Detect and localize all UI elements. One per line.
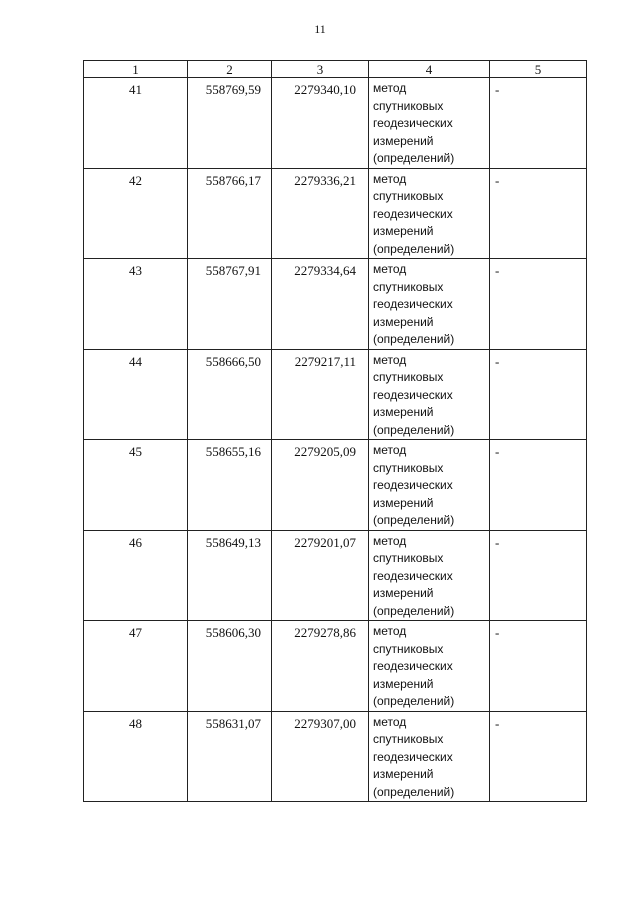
- coordinate-x: 558666,50: [188, 349, 272, 440]
- note-cell: -: [490, 259, 587, 350]
- table-row: [84, 711, 587, 802]
- method-line: спутниковых: [373, 189, 444, 203]
- coordinate-y: 2279334,64: [272, 259, 369, 350]
- note-cell: -: [490, 168, 587, 259]
- method-line: (определений): [373, 513, 455, 527]
- table-header: [84, 61, 587, 78]
- point-number: 48: [84, 711, 188, 802]
- header-col-2: 2: [188, 61, 272, 78]
- method-cell: [369, 530, 490, 621]
- table-row: [84, 440, 587, 531]
- method-line: (определений): [373, 151, 455, 165]
- method-line: измерений: [373, 767, 434, 781]
- method-line: геодезических: [373, 116, 453, 130]
- method-line: спутниковых: [373, 460, 444, 475]
- method-cell: [369, 349, 490, 440]
- method-line: метод: [373, 262, 407, 276]
- coordinate-x: 558766,17: [188, 168, 272, 259]
- method-line: метод: [373, 624, 407, 638]
- method-line: измерений: [373, 314, 434, 329]
- note-cell: -: [490, 349, 587, 440]
- method-cell: [369, 621, 490, 712]
- coordinate-x: 558606,30: [188, 621, 272, 712]
- method-line: спутниковых: [373, 551, 444, 565]
- method-line: измерений: [373, 676, 434, 691]
- table-row: [84, 259, 587, 350]
- table-row: [84, 78, 587, 169]
- table-body: [84, 78, 587, 802]
- method-line: геодезических: [373, 297, 453, 311]
- method-line: геодезических: [373, 206, 453, 221]
- note-cell: -: [490, 530, 587, 621]
- point-number: 45: [84, 440, 188, 531]
- method-line: геодезических: [373, 749, 453, 764]
- note-cell: -: [490, 621, 587, 712]
- method-line: (определений): [373, 694, 455, 708]
- method-line: спутниковых: [373, 732, 444, 746]
- coordinate-x: 558655,16: [188, 440, 272, 531]
- table-row: [84, 349, 587, 440]
- method-line: спутниковых: [373, 641, 444, 656]
- coordinate-x: 558767,91: [188, 259, 272, 350]
- header-col-3: 3: [272, 61, 369, 78]
- method-line: метод: [373, 352, 407, 367]
- coordinate-y: 2279278,86: [272, 621, 369, 712]
- page-number: 11: [314, 22, 326, 36]
- method-line: измерений: [373, 405, 434, 419]
- coordinate-y: 2279205,09: [272, 440, 369, 531]
- method-line: измерений: [373, 133, 434, 148]
- method-line: спутниковых: [373, 98, 444, 113]
- coordinate-x: 558649,13: [188, 530, 272, 621]
- method-line: измерений: [373, 495, 434, 510]
- header-row: [84, 61, 587, 78]
- point-number: 41: [84, 78, 188, 169]
- coordinate-y: 2279217,11: [272, 349, 369, 440]
- coordinate-y: 2279340,10: [272, 78, 369, 169]
- note-cell: -: [490, 711, 587, 802]
- point-number: 44: [84, 349, 188, 440]
- coordinates-table: [83, 60, 587, 802]
- method-line: (определений): [373, 241, 455, 256]
- coordinate-y: 2279336,21: [272, 168, 369, 259]
- method-cell: [369, 440, 490, 531]
- method-line: измерений: [373, 224, 434, 238]
- point-number: 42: [84, 168, 188, 259]
- table-row: [84, 621, 587, 712]
- coordinate-x: 558769,59: [188, 78, 272, 169]
- method-line: спутниковых: [373, 370, 444, 384]
- coordinate-y: 2279307,00: [272, 711, 369, 802]
- header-col-1: 1: [84, 61, 188, 78]
- point-number: 46: [84, 530, 188, 621]
- method-line: метод: [373, 714, 407, 729]
- header-col-4: 4: [369, 61, 490, 78]
- method-line: спутниковых: [373, 279, 444, 294]
- method-cell: [369, 711, 490, 802]
- method-line: (определений): [373, 603, 455, 618]
- method-line: (определений): [373, 422, 455, 437]
- method-line: геодезических: [373, 387, 453, 402]
- coordinate-y: 2279201,07: [272, 530, 369, 621]
- table-row: [84, 530, 587, 621]
- method-line: (определений): [373, 784, 455, 799]
- method-line: (определений): [373, 332, 455, 346]
- method-line: метод: [373, 81, 407, 95]
- method-cell: [369, 259, 490, 350]
- method-line: геодезических: [373, 568, 453, 583]
- point-number: 43: [84, 259, 188, 350]
- method-cell: [369, 78, 490, 169]
- note-cell: -: [490, 440, 587, 531]
- method-line: метод: [373, 443, 407, 457]
- coordinate-x: 558631,07: [188, 711, 272, 802]
- method-cell: [369, 168, 490, 259]
- method-line: геодезических: [373, 478, 453, 492]
- header-col-5: 5: [490, 61, 587, 78]
- method-line: метод: [373, 533, 407, 548]
- method-line: геодезических: [373, 659, 453, 673]
- method-line: метод: [373, 171, 407, 186]
- method-line: измерений: [373, 586, 434, 600]
- point-number: 47: [84, 621, 188, 712]
- table-row: [84, 168, 587, 259]
- note-cell: -: [490, 78, 587, 169]
